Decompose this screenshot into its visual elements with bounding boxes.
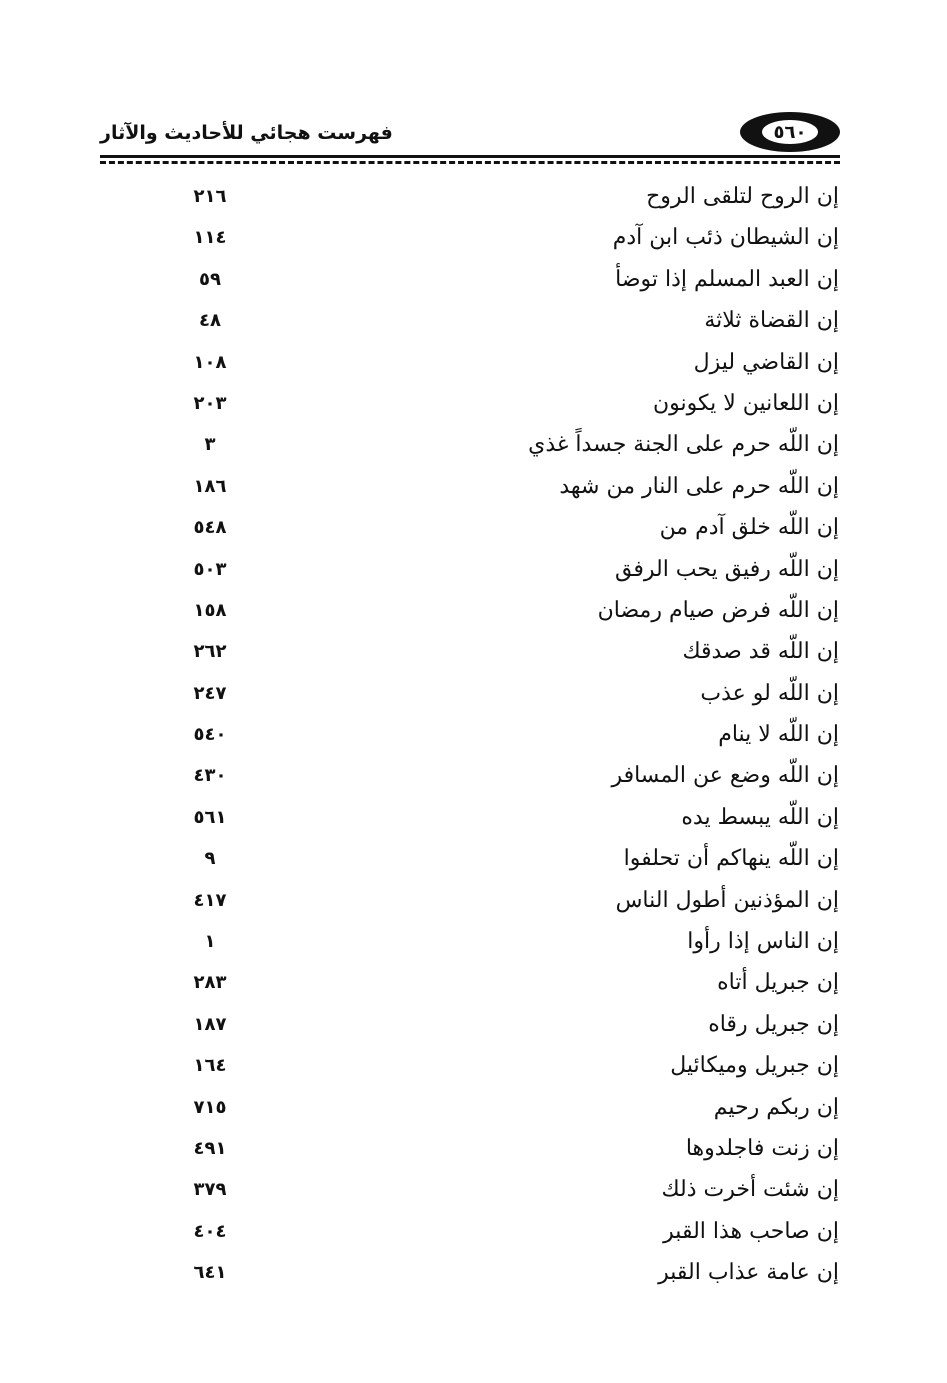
entry-page-number: ٤٠٤ — [193, 1220, 227, 1242]
index-entry — [0, 925, 947, 966]
entry-page-number: ٣ — [204, 434, 216, 456]
entry-page-number: ٥٠٣ — [193, 558, 227, 580]
index-entry — [0, 304, 947, 345]
entry-page-number: ٥٩ — [199, 268, 221, 290]
entry-page-number: ١٥٨ — [193, 599, 227, 621]
entry-page-number: ١٠٨ — [193, 351, 227, 373]
index-entry — [0, 1049, 947, 1090]
entry-page-number: ١٨٧ — [193, 1013, 227, 1035]
entry-text: إن القضاة ثلاثة — [704, 308, 839, 334]
entry-page-number: ٥٤٨ — [193, 517, 227, 539]
entry-text: إن اللعانين لا يكونون — [652, 390, 839, 416]
entry-page-number: ٢١٦ — [193, 186, 227, 207]
entry-page-number: ١٨٦ — [193, 475, 227, 497]
entry-page-number: ٦٤١ — [193, 1262, 227, 1284]
entry-page-number: ٤٩١ — [193, 1137, 227, 1159]
entry-page-number: ٥٦١ — [193, 806, 227, 828]
index-entry — [0, 1132, 947, 1173]
entry-page-number: ٢٠٣ — [193, 392, 227, 414]
entry-text: إن جبريل وميكائيل — [670, 1053, 839, 1079]
entry-text: إن اللّه لو عذب — [700, 680, 839, 706]
entry-text: إن اللّه حرم على النار من شهد — [559, 473, 839, 499]
entry-page-number: ٧١٥ — [193, 1096, 227, 1118]
entry-page-number: ٩ — [204, 848, 216, 870]
index-entry — [0, 263, 947, 304]
page-number-badge — [740, 112, 840, 152]
entry-page-number: ٤١٧ — [193, 889, 227, 911]
entry-text: إن اللّه يبسط يده — [681, 804, 839, 830]
entry-text: إن زنت فاجلدوها — [685, 1135, 839, 1161]
entry-page-number: ٢٨٣ — [193, 972, 227, 994]
entry-page-number: ٣٧٩ — [193, 1179, 227, 1201]
index-entry — [0, 387, 947, 428]
entry-text: إن القاضي ليزل — [693, 349, 839, 375]
entry-page-number: ٤٨ — [199, 310, 221, 332]
entry-text: إن اللّه خلق آدم من — [659, 515, 839, 541]
entry-text: إن اللّه قد صدقك — [682, 639, 839, 665]
entry-page-number: ١٦٤ — [193, 1055, 227, 1077]
entry-page-number: ٤٣٠ — [193, 765, 227, 787]
index-entry — [0, 884, 947, 925]
entry-page-number: ١١٤ — [193, 227, 227, 249]
index-entry — [0, 635, 947, 676]
index-entry — [0, 553, 947, 594]
header-rule — [100, 155, 840, 158]
running-title: فهرست هجائي للأحاديث والآثار — [100, 122, 393, 144]
entry-text: إن اللّه رفيق يحب الرفق — [614, 556, 839, 582]
entry-page-number: ٢٦٢ — [193, 641, 227, 663]
entry-page-number: ١ — [204, 931, 216, 953]
entry-text: إن اللّه وضع عن المسافر — [611, 763, 839, 789]
index-entry — [0, 511, 947, 552]
entry-text: إن المؤذنين أطول الناس — [615, 887, 839, 913]
entry-text: إن الشيطان ذئب ابن آدم — [612, 225, 839, 251]
entry-text: إن شئت أخرت ذلك — [661, 1177, 839, 1203]
index-entry — [0, 842, 947, 883]
index-entry — [0, 801, 947, 842]
entry-text: إن العبد المسلم إذا توضأ — [615, 266, 839, 292]
entry-text: إن اللّه حرم على الجنة جسداً غذي — [528, 432, 839, 458]
index-entry — [0, 759, 947, 800]
index-entry — [0, 346, 947, 387]
entry-text: إن اللّه فرض صيام رمضان — [597, 597, 839, 623]
entry-text: إن ربكم رحيم — [713, 1094, 839, 1120]
index-list — [0, 180, 947, 1298]
entry-text: إن اللّه لا ينام — [718, 722, 839, 748]
index-entry — [0, 1173, 947, 1214]
page-number: ٥٦٠ — [762, 120, 818, 144]
entry-text: إن جبريل رقاه — [708, 1011, 839, 1037]
index-entry — [0, 221, 947, 262]
entry-text: إن الروح لتلقى الروح — [646, 184, 839, 209]
index-entry — [0, 1091, 947, 1132]
entry-page-number: ٥٤٠ — [193, 724, 227, 746]
entry-page-number: ٢٤٧ — [193, 682, 227, 704]
entry-text: إن اللّه ينهاكم أن تحلفوا — [623, 846, 839, 872]
index-entry — [0, 594, 947, 635]
index-entry — [0, 428, 947, 469]
entry-text: إن عامة عذاب القبر — [658, 1260, 839, 1286]
index-entry — [0, 180, 947, 221]
index-entry — [0, 1008, 947, 1049]
index-entry — [0, 1215, 947, 1256]
index-entry — [0, 1256, 947, 1297]
entry-text: إن صاحب هذا القبر — [663, 1218, 839, 1244]
index-entry — [0, 718, 947, 759]
index-entry — [0, 470, 947, 511]
index-entry — [0, 966, 947, 1007]
entry-text: إن جبريل أتاه — [717, 970, 839, 996]
index-entry — [0, 677, 947, 718]
header-dashed-rule — [100, 161, 840, 164]
entry-text: إن الناس إذا رأوا — [687, 929, 839, 955]
